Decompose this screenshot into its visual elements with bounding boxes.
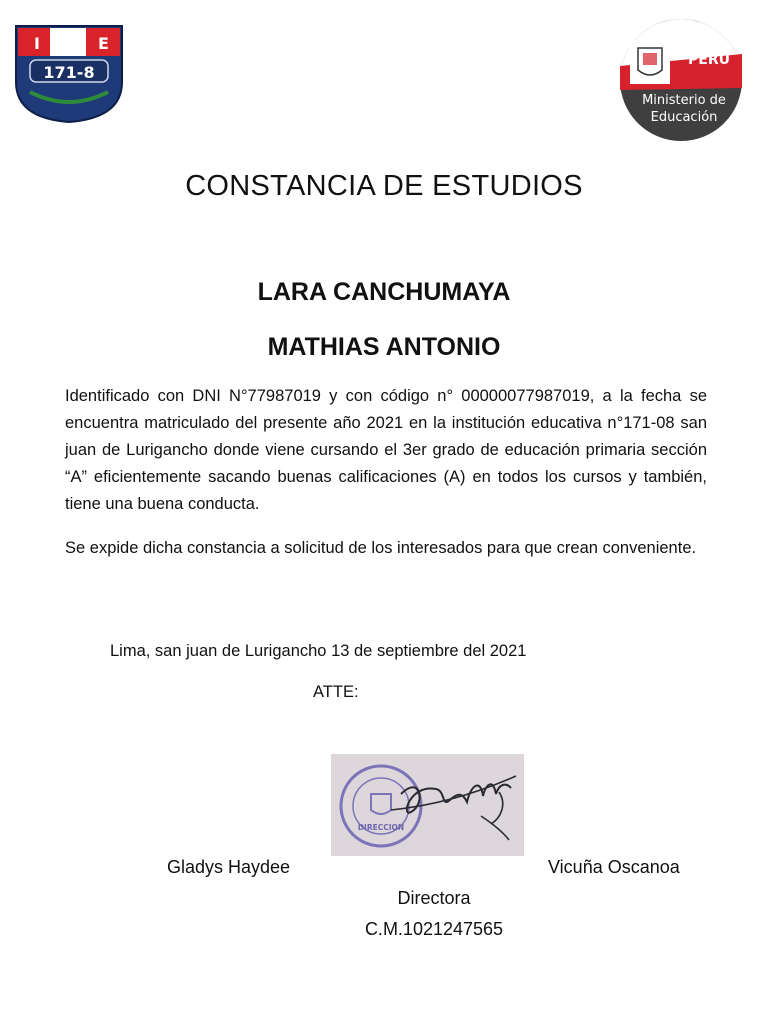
certificate-paragraph: Identificado con DNI N°77987019 y con código n° 00000077987019, a la fecha se encuentra matriculado del presente año 2021 en la institución educativa n°171-08 san juan de Lurigancho donde viene cursando el 3er grado de educación primaria sección “A” eficientemente sacando buenas calificaciones (A) en todos los cursos y también, tiene una buena conducta. (65, 387, 707, 513)
school-logo (12, 22, 126, 124)
ministry-line1: Ministerio de (642, 93, 726, 108)
issuance-paragraph: Se expide dicha constancia a solicitud de los interesados para que crean conveniente. (65, 539, 697, 557)
school-initial-left: I (34, 34, 40, 53)
student-firstname: MATHIAS ANTONIO (267, 333, 501, 361)
document-title: CONSTANCIA DE ESTUDIOS (185, 170, 583, 202)
place-date: Lima, san juan de Lurigancho 13 de septiembre del 2021 (110, 642, 527, 660)
school-number: 171-8 (43, 63, 95, 82)
ministry-country: PERÚ (688, 52, 730, 68)
atte-label: ATTE: (313, 683, 359, 701)
signer-cm: C.M.1021247565 (364, 919, 504, 939)
signer-last-name: Vicuña Oscanoa (548, 857, 680, 877)
student-lastname: LARA CANCHUMAYA (257, 278, 511, 306)
school-initial-right: E (98, 34, 109, 53)
signer-first-name: Gladys Haydee (167, 857, 291, 877)
stamp-text: DIRECCION (357, 823, 405, 832)
signature-stamp-image (331, 754, 524, 856)
signer-role: Directora (397, 888, 471, 908)
ministry-line2: Educación (650, 110, 718, 125)
ministry-logo (616, 18, 746, 142)
